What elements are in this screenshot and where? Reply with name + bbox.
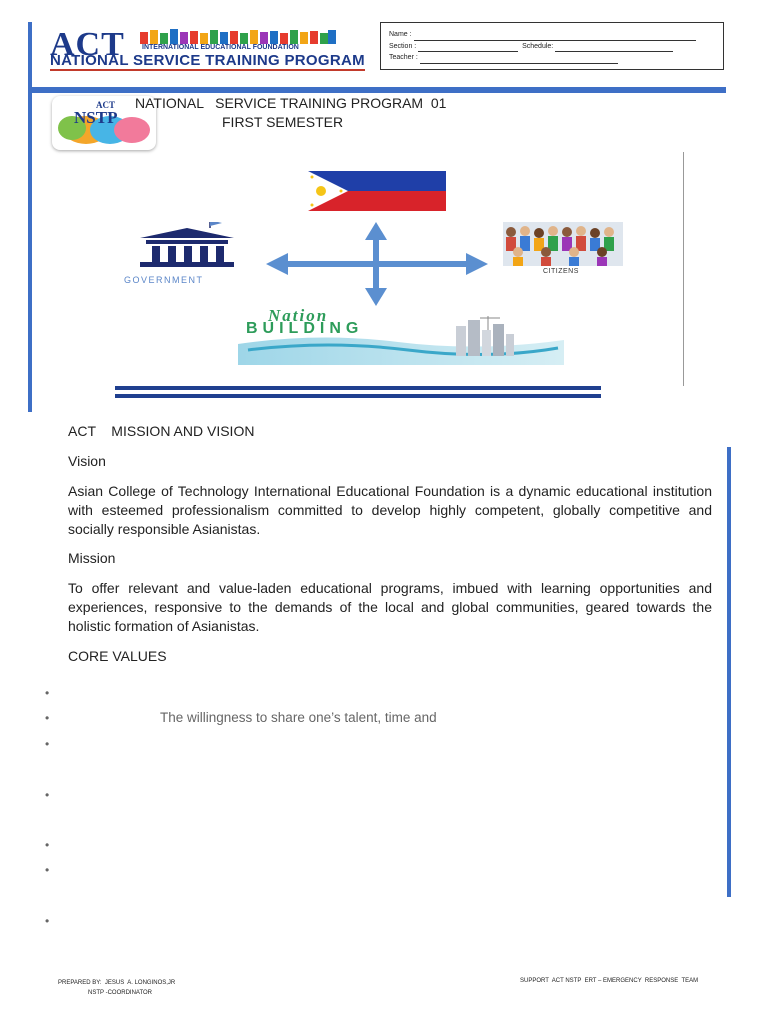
core-values-heading: CORE VALUES (68, 648, 167, 664)
nation-building-banner (238, 306, 564, 365)
course-title: NATIONAL SERVICE TRAINING PROGRAM 01 (135, 95, 447, 111)
teacher-label: Teacher : (389, 54, 418, 61)
name-field[interactable] (414, 32, 696, 41)
mission-vision-heading: ACT MISSION AND VISION (68, 423, 255, 439)
philippine-flag-image (308, 171, 446, 211)
foundation-text: INTERNATIONAL EDUCATIONAL FOUNDATION (142, 44, 299, 51)
citizens-crowd-image (503, 222, 623, 266)
government-label: GOVERNMENT (124, 275, 204, 285)
support-footer: SUPPORT ACT NSTP ERT – EMERGENCY RESPONSE TEAM (520, 978, 699, 984)
section-label: Section : (389, 42, 417, 50)
divider-bar-bottom (115, 394, 601, 398)
bullet-point: • (45, 914, 50, 928)
badge-act-text: ACT (96, 100, 116, 110)
bullet-point: • (45, 838, 50, 852)
prepared-by-footer: PREPARED BY: JESUS A. LONGINOS,JR NSTP -COORDINATOR (58, 980, 176, 996)
teacher-field[interactable] (420, 55, 618, 64)
semester-title: FIRST SEMESTER (222, 114, 344, 130)
act-logo-text: ACT (50, 26, 125, 63)
mission-paragraph: To offer relevant and value-laden educational programs, imbued with learning opportunities and experiences, responsive to the demands of the local and global communities, geared towards the holistic formation of Asianistas. (68, 580, 712, 634)
bullet-point: • (45, 863, 50, 877)
bullet-point: • (45, 686, 50, 700)
right-blue-rule (727, 447, 731, 897)
mission-heading: Mission (68, 550, 116, 566)
nstp-program-title: NATIONAL SERVICE TRAINING PROGRAM (50, 52, 365, 69)
building-word: BUILDING (246, 320, 364, 337)
divider-bar-top (115, 386, 601, 390)
bullet-point: • (45, 737, 50, 751)
core-value-text: The willingness to share one’s talent, time and (160, 710, 437, 725)
badge-nstp-text: NSTP (74, 108, 118, 127)
name-label: Name : (389, 31, 412, 38)
vision-paragraph: Asian College of Technology International Educational Foundation is a dynamic educational institution with esteemed professionalism committed to develop highly competent, globally competitive and socially responsible Asianistas. (68, 483, 712, 537)
schedule-field[interactable] (555, 43, 673, 52)
right-thin-rule (683, 152, 684, 386)
nation-word: Nation (268, 306, 329, 325)
four-way-arrow-icon (262, 218, 492, 310)
vision-heading: Vision (68, 453, 106, 469)
bullet-point: • (45, 788, 50, 802)
colorful-figures-logo (140, 26, 336, 44)
schedule-label: Schedule: (522, 42, 554, 50)
header-blue-band (30, 87, 726, 93)
left-vertical-rule (28, 22, 32, 412)
bullet-point: • (45, 711, 50, 725)
student-info-box (380, 22, 724, 70)
citizens-label: CITIZENS (543, 268, 579, 275)
section-field[interactable] (418, 43, 518, 52)
